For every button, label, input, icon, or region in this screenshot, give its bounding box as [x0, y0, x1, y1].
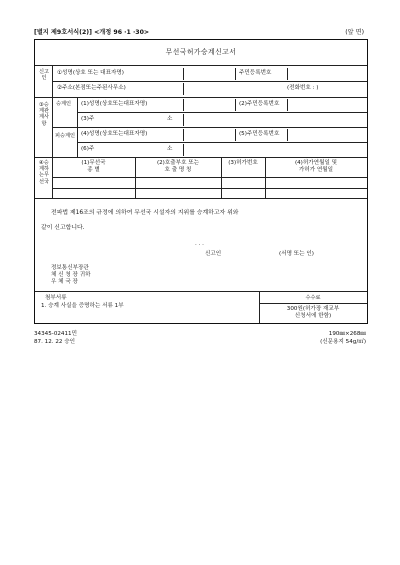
- divider: [287, 68, 288, 80]
- divider: [235, 68, 236, 80]
- divider: [259, 303, 367, 304]
- predecessor-name-label: (4)성명(상호또는대표자명): [81, 131, 148, 137]
- divider: [287, 99, 288, 111]
- paper-size: 190㎜×268㎜: [328, 331, 366, 337]
- declarant-phone-label: (전화번호 : ): [287, 85, 319, 91]
- divider: [183, 99, 184, 111]
- successor-label: 승계인: [56, 101, 72, 107]
- license-date-header-2: 가허가 연월일: [298, 167, 334, 173]
- divider: [183, 129, 184, 141]
- divider: [77, 142, 367, 143]
- divider: [235, 99, 236, 111]
- recipient-1: 정보통신부장관: [51, 265, 89, 271]
- predecessor-address-label: (6)주: [81, 146, 95, 152]
- successor-reg-label: (2)주민등록번호: [239, 101, 280, 107]
- date-line: . . .: [195, 241, 204, 247]
- divider: [77, 112, 367, 113]
- declarant-name-label: ①성명(상호 또는 대표자명): [57, 70, 124, 76]
- license-date-header: (4)허가연월일 및: [294, 160, 338, 166]
- paper-type: (신문용지 54g/㎡): [320, 339, 366, 345]
- approval-date: 87. 12. 22 승인: [34, 339, 76, 345]
- predecessor-label: 피승계인: [55, 133, 76, 139]
- form-number: [별지 제9호서식(2)] <개정 96 ·1 ·30>: [34, 29, 150, 36]
- divider: [287, 129, 288, 141]
- fee-label: 수수료: [305, 295, 321, 301]
- divider: [52, 81, 367, 82]
- recipient-3: 우 체 국 장: [51, 279, 78, 285]
- fee-text-2: 신청서에 한함): [294, 313, 332, 319]
- statement-line-2: 같이 신고합니다.: [41, 225, 85, 231]
- callsign-header: (2)호출부호 또는: [156, 160, 200, 166]
- successor-address-label: (3)주: [81, 116, 95, 122]
- license-no-header: (3)허가번호: [228, 160, 258, 166]
- divider: [35, 97, 367, 98]
- succession-section-label: ③승계관계사항: [38, 102, 50, 127]
- successor-address-label-2: 소: [167, 116, 173, 122]
- successor-name-label: (1)성명(상호또는대표자명): [81, 101, 148, 107]
- divider: [35, 291, 367, 292]
- divider: [235, 129, 236, 141]
- sign-label: 신고인: [205, 251, 222, 257]
- predecessor-reg-label: (5)주민등록번호: [239, 131, 280, 137]
- form-header: [34, 27, 368, 39]
- sign-note: (서명 또는 인): [279, 251, 314, 257]
- station-type-header-2: 종 별: [87, 167, 100, 173]
- divider: [183, 83, 184, 95]
- report-form: [34, 39, 368, 324]
- divider: [35, 65, 367, 66]
- divider: [183, 144, 184, 156]
- page-side-label: (앞 면): [345, 29, 364, 36]
- attachment-label: 첨부서류: [45, 295, 67, 301]
- station-type-header: (1)무선국: [81, 160, 106, 166]
- approval-code: 34345-02411민: [34, 331, 78, 337]
- divider: [35, 198, 367, 199]
- callsign-header-2: 호 출 명 칭: [164, 167, 192, 173]
- divider: [52, 127, 367, 128]
- fee-text-1: 300원(허가장 재교부: [286, 306, 340, 312]
- divider: [52, 177, 367, 178]
- form-title: 무선국허가승계신고서: [165, 48, 237, 56]
- attachment-item: 1. 승계 사실을 증명하는 서류 1부: [41, 303, 124, 309]
- divider: [52, 188, 367, 189]
- divider: [35, 157, 367, 158]
- stations-section-label: ④승계하는무선국: [38, 160, 50, 185]
- predecessor-address-label-2: 소: [167, 146, 173, 152]
- divider: [183, 114, 184, 126]
- declarant-reg-label: 주민등록번호: [239, 70, 272, 76]
- recipient-2: 체 신 청 장 귀하: [51, 272, 91, 278]
- declarant-section-label: 신고인: [38, 69, 50, 82]
- declarant-address-label: ②주소(본점또는주된사무소): [57, 85, 126, 91]
- divider: [183, 68, 184, 80]
- statement-line-1: 전파법 제16조의 규정에 의하여 무선국 시설자의 지위를 승계하고자 위와: [51, 210, 239, 216]
